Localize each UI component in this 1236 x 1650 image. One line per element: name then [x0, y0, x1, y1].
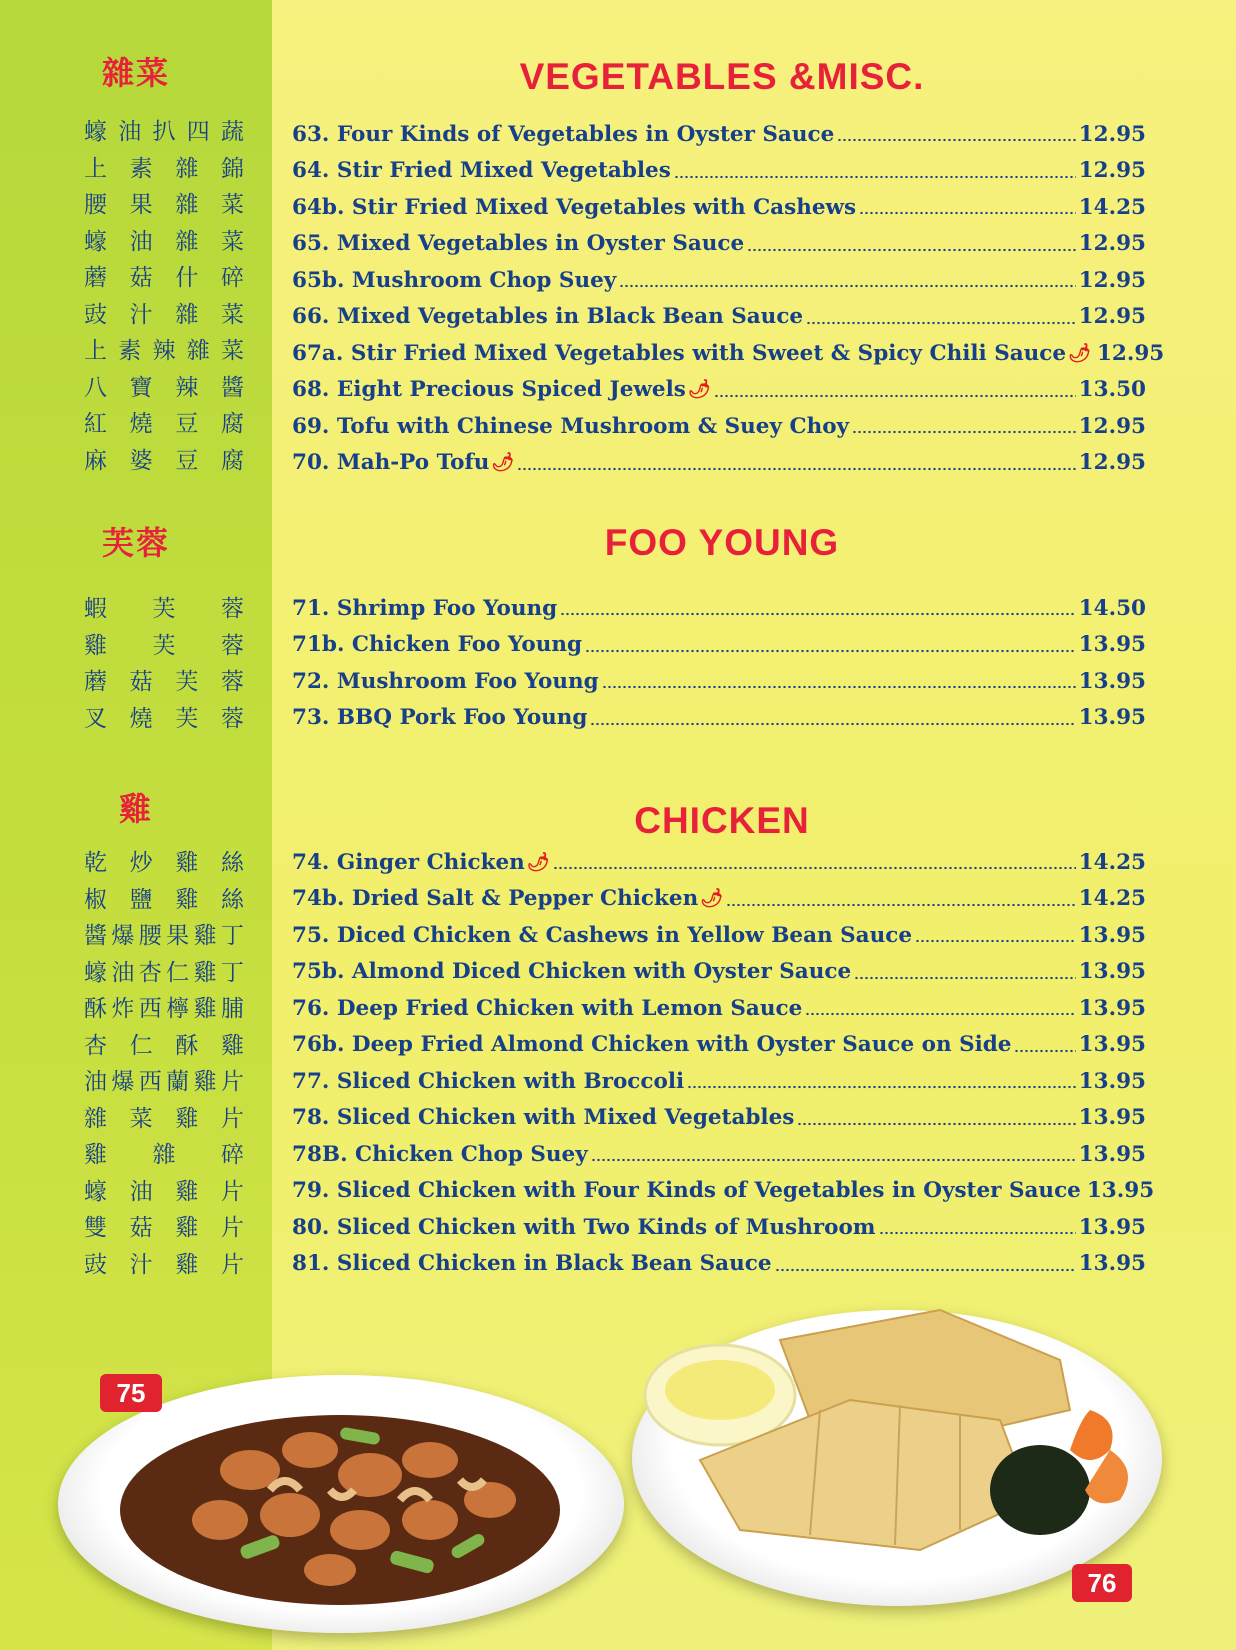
cn-item: 蠔 油 杏 仁 雞 丁 [84, 959, 244, 986]
dot-leader [747, 248, 1075, 252]
dot-leader [726, 903, 1076, 907]
heading-chicken: CHICKEN [634, 800, 810, 841]
dot-leader [1014, 1049, 1075, 1053]
dot-leader [674, 175, 1076, 179]
cn-item: 雙 菇 雞 片 [84, 1215, 244, 1241]
dot-leader [852, 430, 1076, 434]
menu-item [292, 372, 1146, 409]
menu-item [292, 700, 1146, 737]
menu-item [292, 153, 1146, 190]
menu-item-name: 65. Mixed Vegetables in Oyster Sauce [292, 231, 745, 257]
menu-item [292, 954, 1146, 991]
menu-item-name: 64. Stir Fried Mixed Vegetables [292, 158, 671, 184]
chili-pepper-icon: 🌶 [700, 888, 724, 910]
menu-item-price: 13.95 [1078, 1032, 1146, 1058]
cn-item: 椒 鹽 雞 絲 [84, 886, 244, 913]
cn-item: 腰 果 雜 菜 [84, 192, 244, 218]
menu-item-name: 71. Shrimp Foo Young [292, 595, 558, 621]
cn-list-foo-young [84, 591, 244, 737]
dot-leader [879, 1231, 1076, 1235]
menu-item-name: 66. Mixed Vegetables in Black Bean Sauce [292, 304, 804, 330]
cn-item: 蝦 芙 蓉 [84, 596, 244, 622]
menu-item-name: 80. Sliced Chicken with Two Kinds of Mushroom [292, 1214, 876, 1240]
cn-list-chicken [84, 845, 244, 1283]
dot-leader [714, 394, 1076, 398]
heading-vegetables: VEGETABLES &MISC. [519, 56, 925, 97]
menu-item [292, 189, 1146, 226]
dot-leader [602, 685, 1076, 689]
menu-item [292, 1209, 1146, 1246]
cn-item: 叉 燒 芙 蓉 [84, 705, 244, 732]
menu-item-price: 13.95 [1078, 922, 1146, 948]
menu-item-name: 75. Diced Chicken & Cashews in Yellow Bean Sauce [292, 922, 913, 948]
menu-item [292, 408, 1146, 445]
cn-heading-chicken: 雞 [118, 790, 153, 828]
menu-item-name: 75b. Almond Diced Chicken with Oyster Sauce [292, 959, 852, 985]
dot-leader [859, 211, 1076, 215]
menu-item [292, 881, 1146, 918]
menu-item-price: 12.95 [1078, 267, 1146, 293]
menu-item [292, 990, 1146, 1027]
menu-item-price: 14.25 [1078, 886, 1146, 912]
menu-item [292, 1063, 1146, 1100]
menu-item-price: 13.95 [1078, 668, 1146, 694]
dot-leader [560, 612, 1075, 616]
dot-leader [805, 1012, 1075, 1016]
menu-item-price: 14.25 [1078, 194, 1146, 220]
menu-item-name: 79. Sliced Chicken with Four Kinds of Vegetables in Oyster Sauce [292, 1178, 1081, 1204]
menu-item [292, 663, 1146, 700]
dot-leader [585, 649, 1076, 653]
menu-item-price: 13.95 [1078, 995, 1146, 1021]
page-badge-75: 75 [100, 1374, 162, 1412]
menu-item [292, 445, 1146, 482]
dot-leader [619, 284, 1075, 288]
menu-item-name: 68. Eight Precious Spiced Jewels [292, 377, 686, 403]
dot-leader [806, 321, 1076, 325]
menu-item-price: 13.95 [1078, 1105, 1146, 1131]
menu-item [292, 844, 1146, 881]
cn-item: 酥 炸 西 檸 雞 脯 [84, 996, 244, 1022]
cn-item: 乾 炒 雞 絲 [84, 850, 244, 876]
menu-list-vegetables [292, 116, 1165, 481]
menu-item [292, 1136, 1146, 1173]
menu-item-name: 78B. Chicken Chop Suey [292, 1141, 588, 1167]
menu-item-name: 65b. Mushroom Chop Suey [292, 267, 617, 293]
cn-item: 八 寶 辣 醬 [84, 374, 244, 401]
menu-item-price: 13.95 [1086, 1178, 1155, 1204]
cn-item: 豉 汁 雞 片 [84, 1251, 244, 1278]
menu-item-price: 13.95 [1078, 1251, 1146, 1277]
cn-item: 雞 芙 蓉 [84, 632, 244, 659]
menu-list-chicken [292, 844, 1155, 1282]
menu-item [292, 116, 1146, 153]
menu-item-price: 13.95 [1078, 959, 1146, 985]
cn-item: 油 爆 西 蘭 雞 片 [84, 1069, 244, 1095]
menu-item [292, 1027, 1146, 1064]
menu-item [292, 335, 1165, 372]
menu-item-name: 76b. Deep Fried Almond Chicken with Oyster Sauce on Side [292, 1032, 1012, 1058]
menu-item-price: 12.95 [1096, 340, 1165, 366]
cn-item: 上 素 雜 錦 [84, 155, 244, 182]
cn-heading-foo-young: 芙蓉 [101, 524, 170, 562]
chili-pepper-icon: 🌶 [491, 452, 515, 474]
menu-item-name: 77. Sliced Chicken with Broccoli [292, 1068, 685, 1094]
menu-item-name: 74. Ginger Chicken [292, 849, 525, 875]
heading-foo-young: FOO YOUNG [604, 522, 840, 563]
dot-leader [915, 939, 1076, 943]
cn-item: 雜 菜 雞 片 [84, 1105, 244, 1132]
dot-leader [591, 1158, 1076, 1162]
menu-item-name: 69. Tofu with Chinese Mushroom & Suey Choy [292, 413, 850, 439]
menu-item-name: 78. Sliced Chicken with Mixed Vegetables [292, 1105, 795, 1131]
dot-leader [775, 1268, 1076, 1272]
dot-leader [854, 976, 1076, 980]
menu-item-name: 70. Mah-Po Tofu [292, 450, 490, 476]
cn-item: 麻 婆 豆 腐 [84, 447, 244, 474]
dot-leader [837, 138, 1075, 142]
menu-item-price: 12.95 [1078, 231, 1146, 257]
menu-item [292, 262, 1146, 299]
cn-item: 蠔 油 雞 片 [84, 1178, 244, 1205]
menu-item [292, 226, 1146, 263]
cn-item: 上 素 辣 雜 菜 [84, 338, 244, 364]
menu-item-price: 12.95 [1078, 158, 1146, 184]
menu-item-name: 81. Sliced Chicken in Black Bean Sauce [292, 1251, 772, 1277]
cn-item: 醬 爆 腰 果 雞 丁 [84, 923, 244, 949]
cn-item: 杏 仁 酥 雞 [84, 1032, 244, 1059]
menu-item [292, 590, 1146, 627]
menu-item-name: 72. Mushroom Foo Young [292, 668, 599, 694]
cn-item: 蘑 菇 芙 蓉 [84, 669, 244, 695]
menu-item [292, 1173, 1155, 1210]
menu-item-name: 64b. Stir Fried Mixed Vegetables with Cashews [292, 194, 857, 220]
cn-item: 雞 雜 碎 [84, 1142, 244, 1168]
cn-item: 蘑 菇 什 碎 [84, 265, 244, 291]
menu-item-price: 12.95 [1078, 121, 1146, 147]
cn-item: 蠔 油 扒 四 蔬 [84, 119, 244, 145]
chili-pepper-icon: 🌶 [687, 379, 711, 401]
cn-list-vegetables [84, 114, 244, 479]
menu-item [292, 917, 1146, 954]
menu-item-name: 74b. Dried Salt & Pepper Chicken [292, 886, 699, 912]
menu-item-price: 12.95 [1078, 413, 1146, 439]
lemon-chicken-dish-icon [640, 1300, 1160, 1600]
chili-pepper-icon: 🌶 [526, 851, 550, 873]
menu-item-name: 71b. Chicken Foo Young [292, 632, 582, 658]
cashew-chicken-dish-icon [100, 1380, 580, 1620]
dot-leader [553, 866, 1076, 870]
menu-item-name: 63. Four Kinds of Vegetables in Oyster Sauce [292, 121, 835, 147]
menu-item-price: 14.25 [1078, 849, 1146, 875]
menu-item [292, 1100, 1146, 1137]
chili-pepper-icon: 🌶 [1068, 342, 1091, 364]
menu-item [292, 1246, 1146, 1283]
dot-leader [590, 722, 1075, 726]
menu-list-foo-young [292, 590, 1146, 736]
cn-item: 豉 汁 雜 菜 [84, 301, 244, 328]
menu-item-name: 73. BBQ Pork Foo Young [292, 705, 588, 731]
cn-heading-vegetables: 雜菜 [101, 54, 170, 92]
menu-item-price: 13.95 [1078, 1214, 1146, 1240]
dot-leader [797, 1122, 1075, 1126]
menu-item-price: 14.50 [1078, 595, 1146, 621]
menu-item-price: 13.95 [1078, 705, 1146, 731]
menu-item-price: 12.95 [1078, 304, 1146, 330]
page-badge-76: 76 [1072, 1564, 1132, 1602]
menu-item-price: 13.95 [1078, 632, 1146, 658]
menu-item-name: 67a. Stir Fried Mixed Vegetables with Sweet & Spicy Chili Sauce [292, 340, 1067, 366]
dot-leader [687, 1085, 1076, 1089]
menu-item-price: 13.95 [1078, 1068, 1146, 1094]
menu-item [292, 299, 1146, 336]
menu-item-price: 13.95 [1078, 1141, 1146, 1167]
cn-item: 蠔 油 雜 菜 [84, 228, 244, 255]
menu-item-price: 13.50 [1078, 377, 1146, 403]
menu-item [292, 627, 1146, 664]
dot-leader [517, 467, 1075, 471]
menu-item-name: 76. Deep Fried Chicken with Lemon Sauce [292, 995, 803, 1021]
cn-item: 紅 燒 豆 腐 [84, 411, 244, 437]
menu-item-price: 12.95 [1078, 450, 1146, 476]
